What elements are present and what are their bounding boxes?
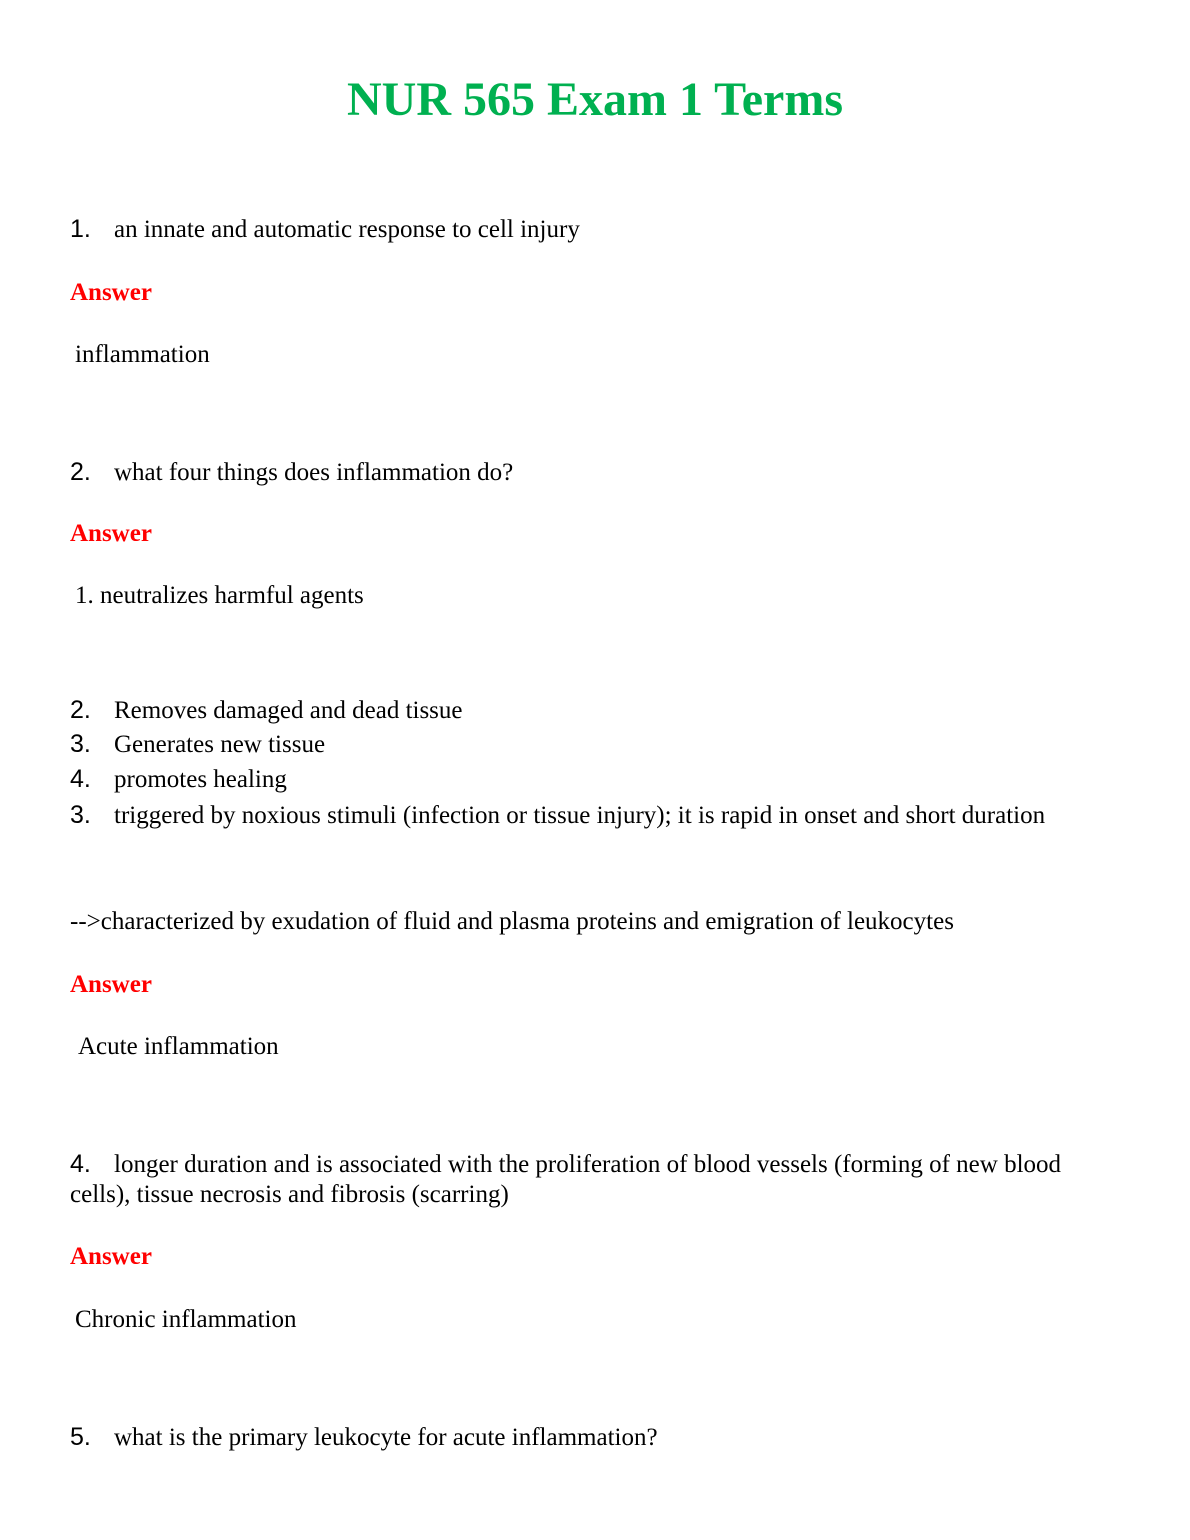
question-number: 4. — [70, 1150, 91, 1178]
list-item — [70, 695, 463, 726]
question-text: what is the primary leukocyte for acute inflammation? — [114, 1424, 658, 1451]
question-number: 3. — [70, 801, 91, 829]
question-5 — [70, 1422, 658, 1453]
question-text: longer duration and is associated with the proliferation of blood vessels (forming of new blood cells), tissue necrosis and fibrosis (scarring) — [70, 1151, 1062, 1208]
answer-label: Answer — [70, 520, 152, 547]
question-2 — [70, 457, 513, 488]
question-3-extra: -->characterized by exudation of fluid and plasma proteins and emigration of leukocytes — [70, 908, 954, 935]
list-item-text: Removes damaged and dead tissue — [114, 697, 463, 724]
question-4 — [70, 1149, 1110, 1210]
answer-text: 1. neutralizes harmful agents — [75, 582, 364, 609]
question-text: an innate and automatic response to cell injury — [114, 216, 580, 243]
list-item-number: 3. — [70, 730, 91, 758]
list-item-text: Generates new tissue — [114, 731, 326, 758]
list-item-number: 4. — [70, 765, 91, 793]
list-item — [70, 729, 325, 760]
answer-label: Answer — [70, 1243, 152, 1270]
question-number: 1. — [70, 215, 91, 243]
question-number: 5. — [70, 1423, 91, 1451]
answer-label: Answer — [70, 971, 152, 998]
question-3 — [70, 800, 1110, 831]
list-item-text: promotes healing — [114, 766, 287, 793]
question-text: triggered by noxious stimuli (infection or tissue injury); it is rapid in onset and short duration — [114, 802, 1046, 829]
list-item-number: 2. — [70, 696, 91, 724]
question-text: what four things does inflammation do? — [114, 459, 514, 486]
page-title: NUR 565 Exam 1 Terms — [346, 73, 843, 126]
answer-text: inflammation — [75, 341, 210, 368]
question-1 — [70, 214, 580, 245]
answer-text: Acute inflammation — [78, 1033, 279, 1060]
answer-label: Answer — [70, 279, 152, 306]
list-item — [70, 764, 287, 795]
question-number: 2. — [70, 458, 91, 486]
answer-text: Chronic inflammation — [75, 1306, 297, 1333]
